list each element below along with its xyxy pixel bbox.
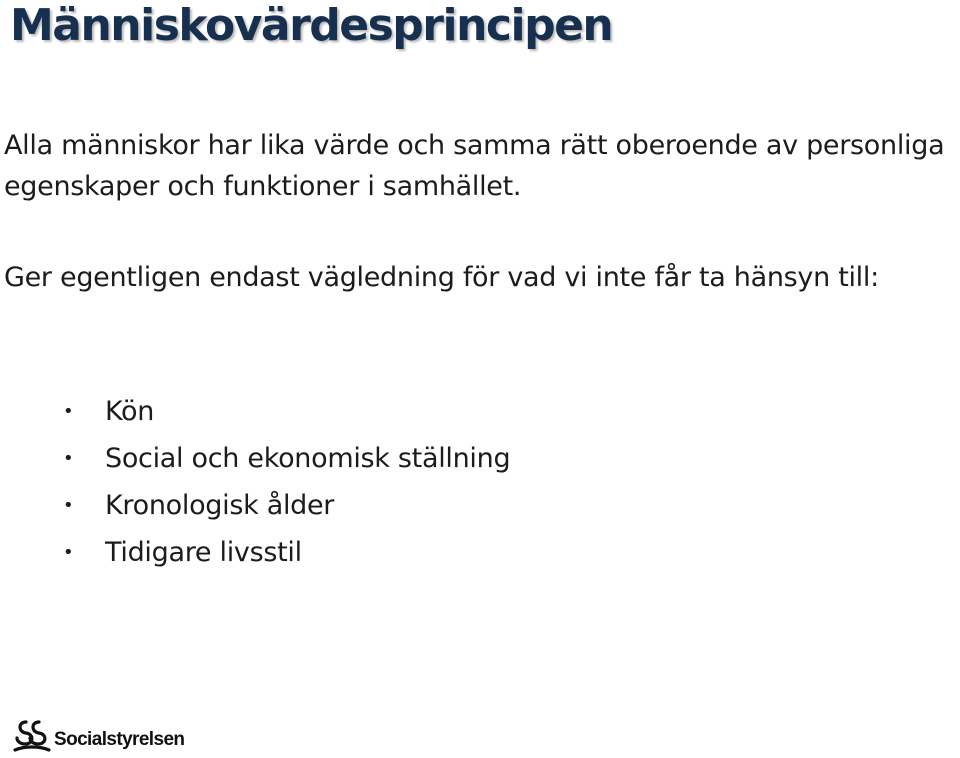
bullet-icon: •	[63, 448, 74, 469]
bullet-icon: •	[63, 542, 74, 563]
bullet-icon: •	[63, 401, 74, 422]
bullet-icon: •	[63, 495, 74, 516]
bullet-text-social-economic: Social och ekonomisk ställning	[105, 443, 511, 474]
slide-title: Människovärdesprincipen	[10, 0, 613, 51]
bullet-text-gender: Kön	[105, 396, 155, 427]
paragraph-guidance: Ger egentligen endast vägledning för vad vi inte får ta hänsyn till:	[4, 262, 879, 293]
logo-text: Socialstyrelsen	[54, 729, 185, 750]
socialstyrelsen-logo	[12, 715, 184, 755]
bullet-text-age: Kronologisk ålder	[105, 490, 335, 521]
paragraph-equal-value: Alla människor har lika värde och samma rätt oberoende av personliga egenskaper och funktioner i samhället.	[4, 130, 945, 202]
bullet-text-lifestyle: Tidigare livsstil	[105, 537, 302, 568]
socialstyrelsen-emblem-icon	[12, 716, 52, 754]
